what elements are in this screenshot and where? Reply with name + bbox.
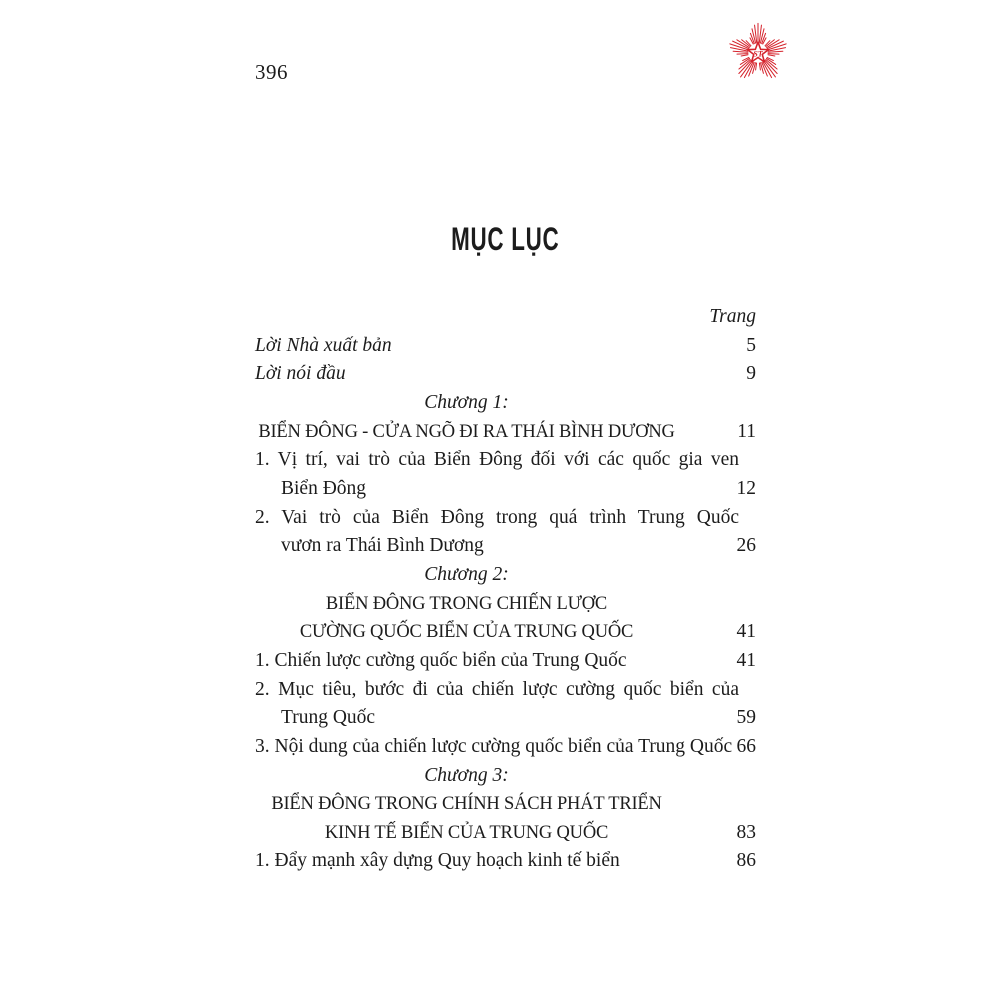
page-column-header: Trang <box>709 306 756 327</box>
toc-entry-text: Lời Nhà xuất bản <box>255 334 392 356</box>
toc-entry-text: 1. Chiến lược cường quốc biển của Trung Quốc <box>255 649 627 671</box>
toc-entry-page: 5 <box>746 334 756 356</box>
toc-entry-text: Chương 2: <box>424 563 509 585</box>
toc-entry <box>255 389 756 418</box>
toc-entry <box>255 819 756 848</box>
toc-entry-page: 9 <box>746 363 756 385</box>
toc-entry-text: Lời nói đầu <box>255 363 346 385</box>
page-title: MỤC LỤC <box>451 221 560 257</box>
toc-entry-page: 26 <box>736 535 756 557</box>
toc-entry-text: BIỂN ĐÔNG TRONG CHÍNH SÁCH PHÁT TRIỂN <box>271 794 662 815</box>
toc-entry <box>255 504 756 533</box>
toc-entry <box>255 532 756 561</box>
toc-entry <box>255 847 756 876</box>
toc-entry-text: 2. Vai trò của Biển Đông trong quá trình Trung Quốc <box>255 506 739 528</box>
toc-entry-text: 1. Đẩy mạnh xây dựng Quy hoạch kinh tế biển <box>255 850 620 872</box>
toc-entry-page: 12 <box>736 477 756 499</box>
toc-entry-text: 2. Mục tiêu, bước đi của chiến lược cường quốc biển của <box>255 678 739 700</box>
toc-entry <box>255 446 756 475</box>
toc-entry <box>255 676 756 705</box>
toc-entry <box>255 561 756 590</box>
toc-entry <box>255 762 756 791</box>
toc <box>255 303 756 876</box>
toc-entry-page: 11 <box>737 420 756 442</box>
toc-entry-text: Chương 1: <box>424 391 509 413</box>
toc-entry-page: 41 <box>736 649 756 671</box>
toc-entry-text: Trung Quốc <box>281 707 376 729</box>
toc-entry-page: 86 <box>736 850 756 872</box>
logo-monogram: ST <box>753 49 763 59</box>
toc-entry <box>255 475 756 504</box>
toc-entry-text: KINH TẾ BIỂN CỦA TRUNG QUỐC <box>324 822 609 843</box>
toc-entry-text: CƯỜNG QUỐC BIỂN CỦA TRUNG QUỐC <box>299 622 634 643</box>
toc-entry <box>255 360 756 389</box>
toc-entry-text: BIỂN ĐÔNG TRONG CHIẾN LƯỢC <box>325 593 608 614</box>
toc-entry-page: 59 <box>736 707 756 729</box>
toc-entry <box>255 590 756 619</box>
toc-entry <box>255 704 756 733</box>
toc-entry-text: 3. Nội dung của chiến lược cường quốc biển của Trung Quốc <box>255 735 733 757</box>
page-folio: 396 <box>255 60 288 84</box>
toc-entry-text: Chương 3: <box>424 764 509 786</box>
toc-entry-page: 83 <box>736 821 756 843</box>
toc-entry <box>255 418 756 447</box>
toc-entry <box>255 618 756 647</box>
toc-entry <box>255 647 756 676</box>
publisher-logo <box>719 11 797 100</box>
toc-entry-text: BIỂN ĐÔNG - CỬA NGÕ ĐI RA THÁI BÌNH DƯƠNG <box>258 421 675 442</box>
toc-list <box>255 332 756 876</box>
toc-entry-text: vươn ra Thái Bình Dương <box>281 535 484 557</box>
toc-entry <box>255 733 756 762</box>
toc-entry-page: 41 <box>736 621 756 643</box>
toc-entry-text: 1. Vị trí, vai trò của Biển Đông đối với các quốc gia ven <box>255 449 739 471</box>
toc-entry-page: 66 <box>736 735 756 757</box>
toc-entry <box>255 790 756 819</box>
toc-entry <box>255 332 756 361</box>
publisher-star-logo-icon <box>719 11 797 95</box>
toc-entry-text: Biển Đông <box>281 477 367 499</box>
